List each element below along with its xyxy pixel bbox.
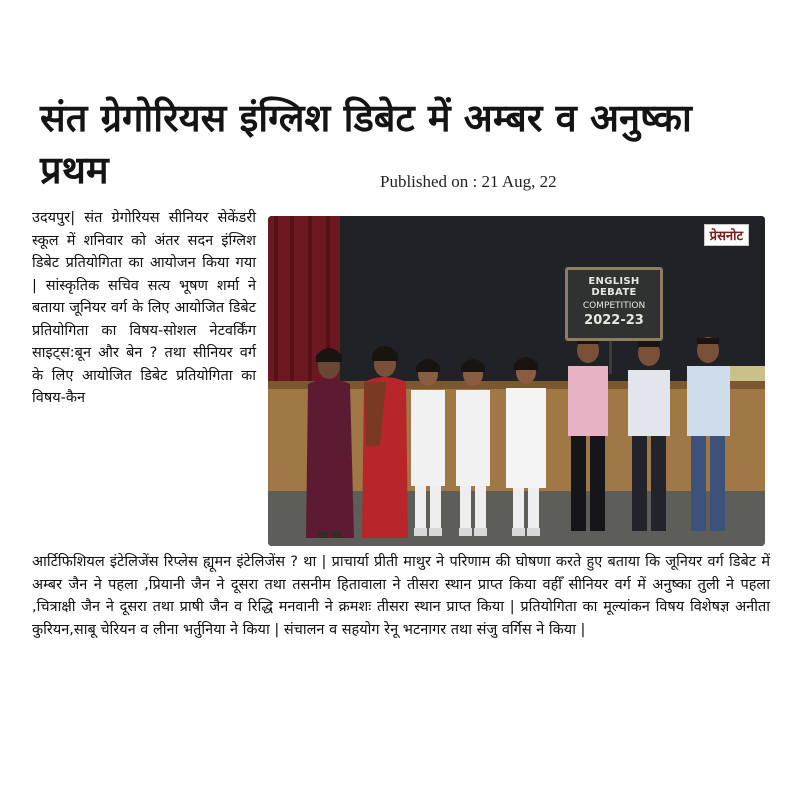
banner-line-3: 2022-23 — [584, 313, 644, 328]
debate-banner — [565, 267, 663, 341]
article-body-continued: आर्टिफिशियल इंटेलिजेंस रिप्लेस ह्यूमन इंटेलिजेंस ? था | प्राचार्या प्रीती माथुर ने परिणाम की घोषणा करते हुए बताया कि जूनियर वर्ग डिबेट में अम्बर जैन ने पहला ,प्रियानी जैन ने दूसरा तथा तसनीम हितावाला ने तीसरा स्थान प्राप्त किया वहीँ सीनियर वर्ग में अनुष्का तुली ने पहला ,चित्राक्षी जैन ने दूसरा तथा प्राषी जैन व रिद्धि मनवानी ने क्रमशः तीसरा स्थान प्राप्त किया | प्रतियोगिता का मूल्यांकन विषय विशेषज्ञ अनीता कुरियन,साबू चेरियन व लीना भर्तुनिया ने किया | संचालन व सहयोग रेनू भटनागर तथा संजु वर्गिस ने किया | — [32, 554, 770, 638]
headline: संत ग्रेगोरियस इंग्लिश डिबेट में अम्बर व अनुष्का प्रथम — [40, 96, 692, 192]
article-body-column: उदयपुर| संत ग्रेगोरियस सीनियर सेकेंडरी स्कूल में शनिवार को अंतर सदन इंग्लिश डिबेट प्रतियोगिता का आयोजन किया गया | सांस्कृतिक सचिव सत्य भूषण शर्मा ने बताया जूनियर वर्ग के लिए आयोजित डिबेट प्रतियोगिता का विषय-सोशल नेटवर्किंग साइट्स:बून और बेन ? तथा सीनियर वर्ग के लिए आयोजित डिबेट प्रतियोगिता का विषय-कैन — [32, 210, 256, 406]
banner-line-2: COMPETITION — [582, 301, 646, 311]
watermark-logo: प्रेसनोट — [704, 224, 749, 246]
published-date: Published on : 21 Aug, 22 — [380, 172, 557, 191]
news-photo — [268, 216, 765, 546]
banner-line-1: ENGLISH DEBATE — [588, 276, 640, 298]
group-photo-illustration — [268, 216, 765, 546]
